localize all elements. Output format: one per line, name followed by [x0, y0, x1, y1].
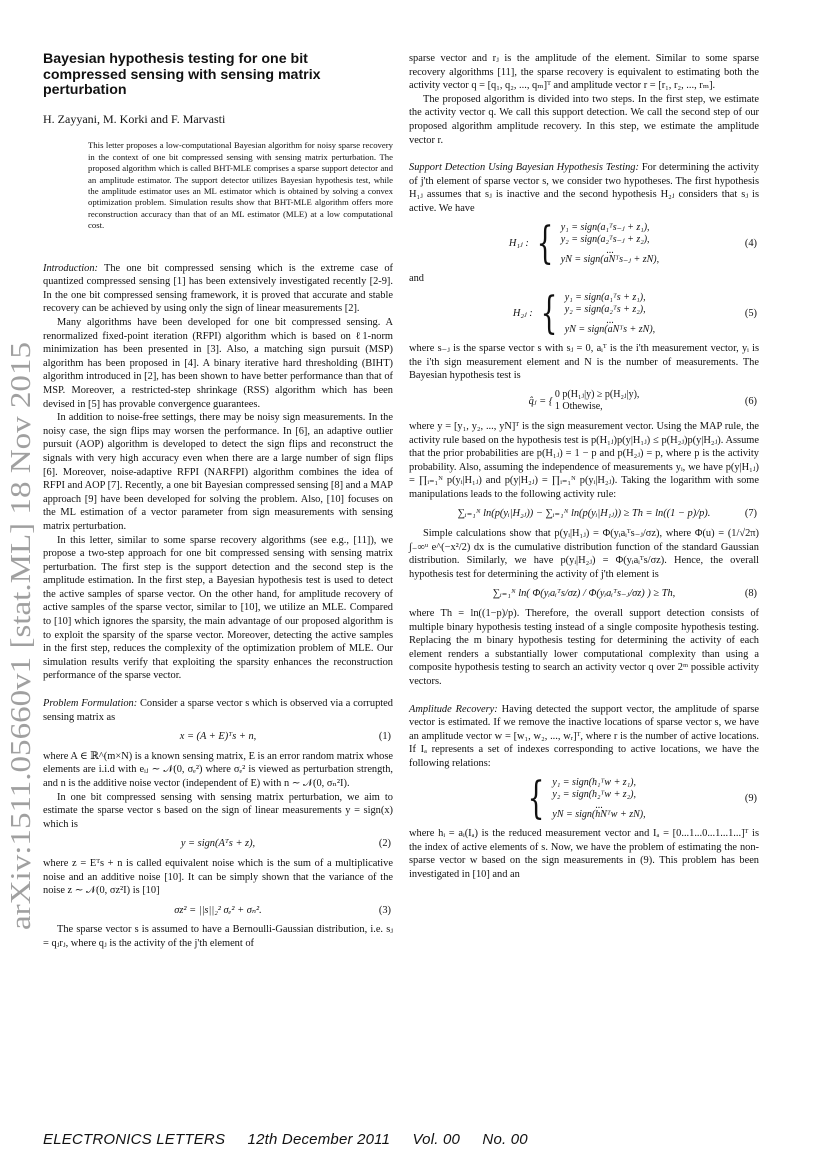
problem-paragraph-1: Problem Formulation: Consider a sparse vector s which is observed via a corrupted sensing matrix as	[43, 698, 393, 723]
equation-8: ∑ᵢ₌₁ᴺ ln( Φ(yᵢaᵢᵀs/σz) / Φ(yᵢaᵢᵀs₋ⱼ/σz) ) ≥ Th, (8)	[492, 588, 757, 600]
amplitude-paragraph-2: where hᵢ = aᵢ(Iₐ) is the reduced measurement vector and Iₐ = [0...1...0...1...1...]ᵀ is the index of active elements of s. Now, we have the problem of estimating the non-sparse vector w based on the sign measurements in (9). This problem has been investigated in [10] and an	[409, 828, 759, 880]
intro-paragraph-4: In this letter, similar to some sparse recovery algorithms (see e.g., [11]), we propose a two-step approach for one bit compressed sensing with sensing matrix perturbation. The first step is the support detection and the second step is the amplitude estimation. In the first step, a Bayesian hypothesis test is used to detect the active samples of sparse vector. On the other hand, for amplitude recovery of active samples of the sparse vector, similar to [10], we utilize an MLE. Compared to [10] which ignores the sparsity, the main advantage of our proposed algorithm is to exploit the sparsity of the sparse vector. Moreover, detecting the active samples in the first step, reduces the complexity of the optimization problem of MLE. Our simulation results verify that exploiting the sparsity enhances the reconstruction performance of the sparse vector.	[43, 534, 393, 682]
right-paragraph-1: sparse vector and rⱼ is the amplitude of the element. Similar to some sparse recovery algorithms [11], the sparse recovery is equivalent to estimating both the activity vector q = [q₁, q₂, ..., qₘ]ᵀ and amplitude vector r = [r₁, r₂, ..., rₘ].	[409, 53, 759, 92]
support-paragraph-2: where s₋ⱼ is the sparse vector s with sⱼ = 0, aᵢᵀ is the i'th measurement vector, yᵢ is the i'th sign measurement element and N is the number of measurements. The Bayesian hypothesis test is	[409, 343, 759, 382]
equation-1: x = (A + E)ᵀs + n, (1)	[179, 731, 391, 743]
paper-title: Bayesian hypothesis testing for one bit compressed sensing with sensing matrix perturbation	[43, 51, 321, 99]
support-paragraph-4: Simple calculations show that p(yᵢ|H₁ⱼ) = Φ(yᵢaᵢᵀs₋ⱼ/σz), where Φ(u) = (1/√2π) ∫₋∞ᵘ e^(−x²/2) dx is the cumulative distribution function of the standard Gaussian distribution. Similarly, we have p(yᵢ|H₂ⱼ) = Φ(yᵢaᵢᵀs/σz). Hence, the overall hypothesis test for determining the activity of j'th element is	[409, 528, 759, 580]
left-brace: {	[536, 217, 554, 269]
intro-paragraph-1: Introduction: The one bit compressed sensing which is the extreme case of quantized compressed sensing [1] has been extensively investigated recently [2-9]. In the one bit compressed sensing framework, it is proved that accurate and stable recovery can be achieved by using only the sign of linear measurements [2].	[43, 262, 393, 315]
support-paragraph-3: where y = [y₁, y₂, ..., yN]ᵀ is the sign measurement vector. Using the MAP rule, the activity rule based on the hypothesis test is p(H₁ⱼ)p(y|H₁ⱼ) ≤ p(H₂ⱼ)p(y|H₂ⱼ). Assume that the prior probabilities are p(H₁ⱼ) = 1 − p and p(H₂ⱼ) = p, where p is the activity probability. Also, assuming the independence of measurements yᵢ, we have p(y|H₁ⱼ) = ∏ᵢ₌₁ᴺ p(yᵢ|H₁ⱼ) and p(y|H₂ⱼ) = ∏ᵢ₌₁ᴺ p(yᵢ|H₂ⱼ). Taking the logarithm with some manipulations leads to the following activity rule:	[409, 420, 759, 500]
left-brace: {	[540, 287, 558, 339]
intro-paragraph-2: Many algorithms have been developed for one bit compressed sensing. A renormalized fixed-point iteration (RFPI) algorithm which is based on ℓ1-norm minimization has been presented in [3]. Also, a matching sign pursuit (MSP) algorithm has been proposed in [4]. A binary iterative hard thresholding (BIHT) algorithm introduced in [2], has been shown to have better performance than that of MSP. Moreover, a restricted-step shrinkage (RSS) algorithm which has been devised in [5] has provable convergence guarantees.	[43, 317, 393, 410]
journal-footer	[43, 1131, 546, 1148]
section-heading-problem-formulation: Problem Formulation:	[43, 698, 138, 710]
equation-5: H₂ⱼ : { y₁ = sign(a₁ᵀs + z₁), y₂ = sign(a₂ᵀs + z₂), ... yN = sign(aNᵀs + zN), (5)	[512, 287, 757, 339]
author-list: H. Zayyani, M. Korki and F. Marvasti	[43, 111, 226, 126]
equation-7: ∑ᵢ₌₁ᴺ ln(p(yᵢ|H₂ⱼ)) − ∑ᵢ₌₁ᴺ ln(p(yᵢ|H₁ⱼ)) ≥ Th = ln((1 − p)/p). (7)	[457, 508, 757, 520]
abstract: This letter proposes a low-computational Bayesian algorithm for noisy sparse recovery in the context of one bit compressed sensing with sensing matrix perturbation. The proposed algorithm which is called BHT-MLE comprises a sparse support detector and an amplitude estimator. The support detector utilizes Bayesian hypothesis test, while the amplitude estimator uses an ML estimator which is obtained by solving a convex optimization problem. Simulation results show that BHT-MLE algorithm offers more reconstruction accuracy than that of an ML estimator (MLE) at a low computational cost.	[88, 140, 393, 231]
equation-number: (2)	[378, 838, 391, 850]
arxiv-watermark	[2, 340, 38, 930]
equation-6: q̂ⱼ = { 0 p(H₁ⱼ|y) ≥ p(H₂ⱼ|y), 1 Othewise, (6)	[528, 388, 757, 413]
equation-number: (6)	[744, 395, 757, 407]
support-paragraph-5: where Th = ln((1−p)/p). Therefore, the overall support detection consists of multiple binary hypothesis testing instead of a single composite hypothesis testing. Replacing the m binary hypothesis testing for determining the activity of each element renders a substantially lower computational complexity than using a composite hypothesis testing to search an activity vector q over 2ᵐ possible activity vectors.	[409, 608, 759, 687]
intro-paragraph-3: In addition to noise-free settings, there may be noisy sign measurements. In the noisy case, the sign flips may worsen the performance. In [6], an adaptive outlier pursuit (AOP) algorithm is developed to detect the sign flips and reconstruct the signals with very high accuracy even when there are a large number of sign flips [6]. Moreover, noise-adaptive RFPI (NARFPI) algorithm combines the idea of RFPI and AOP [7]. Recently, a one bit Bayesian compressed sensing [8] and a MAP approach [9] have been developed for solving the problem. Also, [10] focuses on the ML estimation of a vector parameter from sign measurements with sensing matrix perturbation.	[43, 412, 393, 532]
equation-2: y = sign(Aᵀs + z), (2)	[180, 838, 391, 850]
right-paragraph-2: The proposed algorithm is divided into two steps. In the first step, we estimate the activity vector q. We call this support detection. We call the second step of our proposed algorithm amplitude recovery. In this step, we estimate the amplitude vector r.	[409, 93, 759, 146]
problem-paragraph-4: where z = Eᵀs + n is called equivalent noise which is the sum of a multiplicative noise and an additive noise [10]. It can be simply shown that the variance of the noise z ∼ 𝒩(0, σz²I) is [10]	[43, 857, 393, 897]
equation-number: (1)	[378, 731, 391, 743]
issue-number: No. 00	[482, 1131, 528, 1148]
and-word: and	[409, 273, 425, 285]
right-column	[409, 52, 759, 881]
equation-number: (9)	[744, 793, 757, 805]
equation-number: (5)	[744, 308, 757, 320]
section-heading-amplitude-recovery: Amplitude Recovery:	[409, 703, 498, 715]
left-column	[43, 52, 393, 951]
problem-paragraph-5: The sparse vector s is assumed to have a Bernoulli-Gaussian distribution, i.e. sⱼ = qⱼrⱼ, where qⱼ is the activity of the j'th element of	[43, 924, 393, 949]
section-heading-introduction: Introduction:	[43, 262, 99, 274]
equation-number: (4)	[744, 237, 757, 249]
amplitude-paragraph-1: Amplitude Recovery: Having detected the support vector, the amplitude of sparse vector is estimated. If we remove the inactive locations of sparse vector s, we have an amplitude vector w = [w₁, w₂, ..., wᵣ]ᵀ, where r is the number of active locations. If Iₐ represents a set of indexes corresponding to active locations, we have the following relations:	[409, 703, 759, 769]
problem-paragraph-2: where A ∈ ℝ^(m×N) is a known sensing matrix, E is an error random matrix whose elements are i.i.d with eᵢⱼ ∼ 𝒩(0, σₑ²) where σₑ² is viewed as perturbation strength, and n is the additive noise vector (independent of E) with n ∼ 𝒩(0, σₙ²I).	[43, 750, 393, 789]
arxiv-id-text: arXiv:1511.05660v1 [stat.ML] 18 Nov 2015	[5, 413, 37, 930]
equation-number: (7)	[744, 508, 757, 520]
equation-9: { y₁ = sign(h₁ᵀw + z₁), y₂ = sign(h₂ᵀw + z₂), ... yN = sign(hNᵀw + zN), (9)	[527, 772, 757, 824]
left-brace: {	[527, 772, 545, 824]
equation-number: (3)	[378, 904, 391, 916]
journal-name: ELECTRONICS LETTERS	[43, 1131, 226, 1148]
issue-date: 12th December 2011	[247, 1131, 391, 1148]
equation-number: (8)	[744, 588, 757, 600]
equation-3: σz² = ||s||₂² σₑ² + σₙ². (3)	[174, 904, 391, 916]
volume: Vol. 00	[412, 1131, 461, 1148]
problem-paragraph-3: In one bit compressed sensing with sensing matrix perturbation, we aim to estimate the sparse vector s based on the sign of linear measurements y = sign(x) which is	[43, 791, 393, 830]
section-heading-support-detection: Support Detection Using Bayesian Hypothesis Testing:	[409, 162, 639, 174]
support-paragraph-1: Support Detection Using Bayesian Hypothesis Testing: For determining the activity of j'th element of sparse vector s, we consider two hypotheses. The first hypothesis H₁ⱼ assumes that sⱼ is inactive and the second hypothesis H₂ⱼ considers that sⱼ is active. We have	[409, 162, 759, 214]
equation-4: H₁ⱼ : { y₁ = sign(a₁ᵀs₋ⱼ + z₁), y₂ = sign(a₂ᵀs₋ⱼ + z₂), ... yN = sign(aNᵀs₋ⱼ + zN), (4)	[508, 217, 757, 269]
